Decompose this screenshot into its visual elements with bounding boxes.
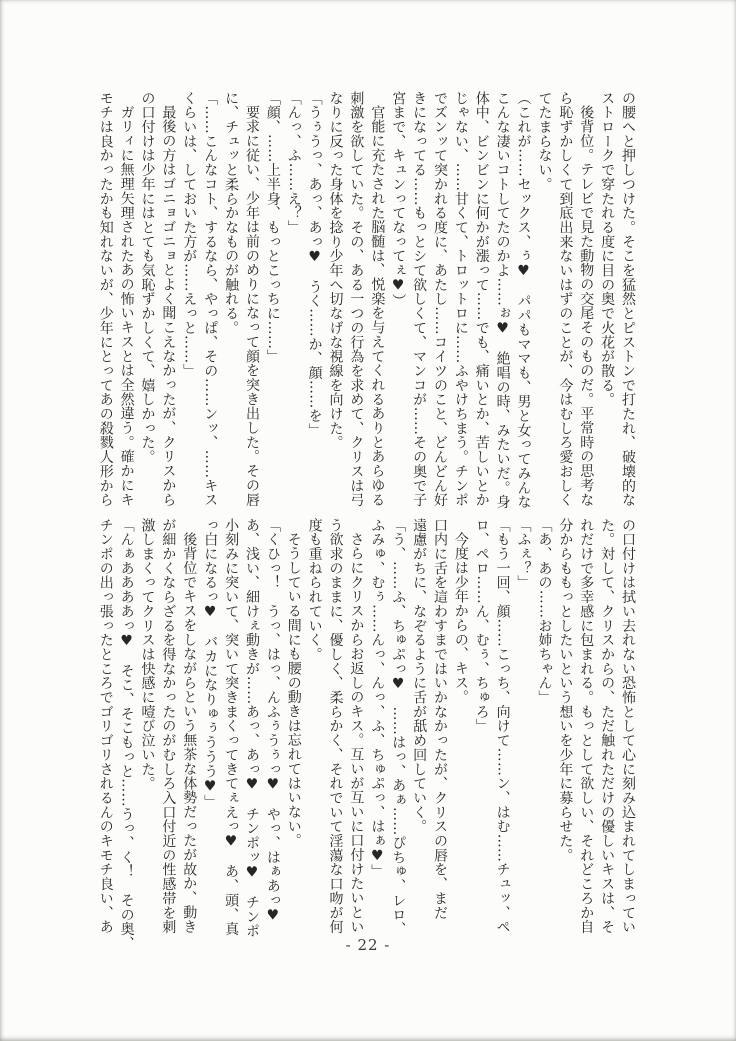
text-line: じゃない、……甘くて、トロットロに……ふやけちまう。チンポ <box>452 91 469 508</box>
text-line: くらいは、しておいた方が……えっと……」 <box>181 91 198 378</box>
text-line: た。対して、クリスからの、ただ触れただけの優しいキスは、そ <box>599 518 616 935</box>
text-line: 要求に従い、少年は前のめりになって顔を突き出した。その唇 <box>243 105 260 508</box>
text-line: 刺激を欲していた。その、ある一つの行為を求めて、クリスは弓 <box>348 91 365 508</box>
text-line: （これが……セックス、ぅ♥ パパもママも、男と女ってみんな <box>515 91 532 510</box>
text-line: 激しまくってクリスは快感に噎び泣いた。 <box>139 518 156 791</box>
text-line: 「くひっ！ うっ、はっ、んふぅうぅっ♥ やっ、はぁあっ♥ <box>264 518 281 924</box>
text-line: 「うぅうっ、あっ、あっ♥ うく……か、顔……を」 <box>306 91 323 438</box>
text-line: 「ふぇ？」 <box>515 518 532 590</box>
text-line: っ白になるっ♥ バカになりゅぅううう♥」 <box>202 518 219 809</box>
text-line: 最後の方はゴニョゴニョとよく聞こえなかったが、クリスから <box>160 105 177 508</box>
text-line: う欲求のままに、優しく、柔らかく、それでいて淫蕩な口吻が何 <box>327 518 344 935</box>
text-line: ガリィに無理矢理されたあの怖いキスとは全然違う。確かにキ <box>118 105 135 508</box>
page-number: - 22 - <box>345 936 391 954</box>
text-line: ふみゅ、むぅ……んっ、んっ、ふ、ちゅぷっ、はぁ♥」 <box>369 518 386 879</box>
text-line: てたまらない。 <box>536 91 553 192</box>
text-line: の腰へと押しつけた。そこを猛然とピストンで打たれ、破壊的な <box>620 91 636 508</box>
text-line: 度も重ねられていく。 <box>306 518 323 662</box>
text-line: に、チュッと柔らかなものが触れる。 <box>223 91 240 335</box>
text-line: 「んっ、ふ……え？」 <box>285 91 302 235</box>
text-line: でズンッて突かれる度に、あたし……コイツのこと、どんどん好 <box>431 91 448 508</box>
text-line: そうしている間にも腰の動きは忘れてはいない。 <box>285 532 302 849</box>
text-line: の口付けは少年にはとても気恥ずかしくて、嬉しかった。 <box>139 91 156 465</box>
text-line: きになってる……もっとシて欲しくて、マンコが……その奥で子 <box>411 91 428 508</box>
text-line: 小刻みに突いて、突いて突きまくってきてぇえっ♥ あ、頭、真 <box>223 518 240 937</box>
text-line: 後背位でキスをしながらという無茶な体勢だったが故か、動き <box>181 532 198 935</box>
text-line: こんな凄いコトしてたのかよ……ぉ♥ 絶唱の時、みたいだ。身 <box>494 91 511 510</box>
text-line: 官能に充たされた脳髄は、悦楽を与えてくれるありとあらゆる <box>369 105 386 508</box>
text-line: 今度は少年からの、キス。 <box>452 532 469 705</box>
text-line: 「んぁああああっ♥ そこ、そこもっと……うっ、く！ その奥、 <box>118 518 135 951</box>
text-line: ら恥ずかしくて到底出来ないはずのことが、今はむしろ愛おしく <box>557 91 574 508</box>
text-line: 「……こんなコト、するなら、やっぱ、その……ンッ、……キス <box>202 91 219 508</box>
text-line: 体中、ビンビンに何かが漲って……でも、痛いとか、苦しいとか <box>473 91 490 508</box>
text-line: 「あ、あの……お姉ちゃん」 <box>536 518 553 705</box>
text-line: なりに反った身体を捻り少年へ切なげな視線を向けた。 <box>327 91 344 450</box>
text-line: さらにクリスからお返しのキス。互いが互いに口付けたいとい <box>348 532 365 935</box>
text-line: 「もう一回、顔……こっち、向けて……ン、はむ……チュッ、ペ <box>494 518 511 935</box>
text-line: 後背位。テレビで見た動物の交尾そのものだ。平常時の思考な <box>578 105 595 508</box>
text-line: チンポの出っ張ったところでゴリゴリされるんのキモチ良い、あ <box>97 518 114 935</box>
text-line: の口付けは拭い去れない恐怖として心に刻み込まれてしまってい <box>620 518 636 935</box>
text-line: 「顔、……上半身、もっとこっちに……」 <box>264 91 281 364</box>
text-line: 「う、……ふ、ちゅぷっ♥ ……はっ、あぁ……ぴちゅ、レロ、 <box>390 518 407 937</box>
text-line: ロ、ペロ……ん、むぅ、ちゅろ」 <box>473 518 490 734</box>
text-block-top <box>92 91 638 515</box>
text-line: 遠慮がちに、なぞるように舌が舐め回していく。 <box>411 518 428 834</box>
text-line: ストロークで穿たれる度に目の奥で火花が散る。 <box>599 91 616 407</box>
text-line: 宮まで、キュンってなってぇ♥） <box>390 91 407 309</box>
text-line: が細かくならざるを得なかったのがむしろ入口付近の性感帯を刺 <box>160 518 177 935</box>
text-line: 分からももっとしたいという想いを少年に募らせた。 <box>557 518 574 863</box>
text-line: 口内に舌を這わすまではいかなかったが、クリスの唇を、まだ <box>431 518 448 920</box>
text-line: モチは良かったかも知れないが、少年にとってあの殺戮人形から <box>97 91 114 508</box>
text-line: あ、浅い、細けぇ動きが……あっ、あっ♥ チンポッ♥ チンポ <box>243 518 260 939</box>
text-line: れだけで多幸感に包まれる。もっとして欲しい、それどころか自 <box>578 518 595 935</box>
